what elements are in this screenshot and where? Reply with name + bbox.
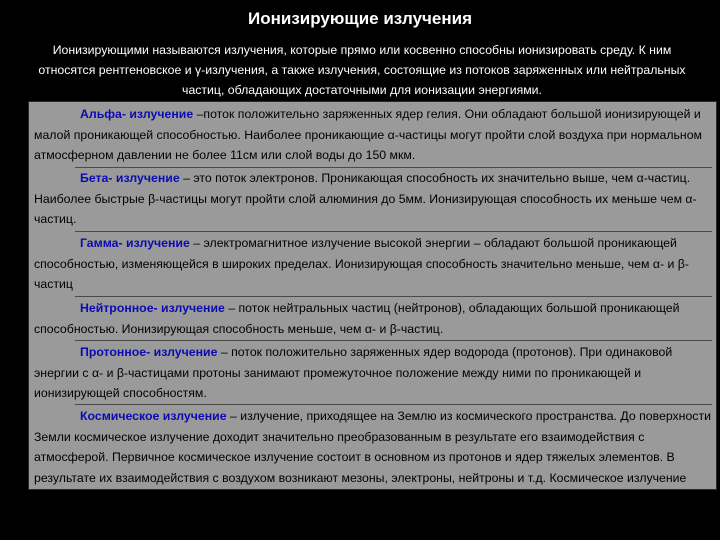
section-text-neutron: – поток нейтральных частиц (нейтронов), обладающих большой проникающей способностью. Ионизирующая способность меньше, чем α- и β-частиц.: [34, 301, 680, 336]
section-alpha: [34, 104, 712, 166]
section-term-alpha: Альфа- излучение: [80, 107, 194, 121]
section-term-gamma: Гамма- излучение: [80, 236, 190, 250]
section-term-beta: Бета- излучение: [80, 171, 180, 185]
section-text-alpha: –поток положительно заряженных ядер гелия. Они обладают большой ионизирующей и малой проникающей способностью. Наиболее проникающие α-частицы могут пройти слой воздуха при нормальном атмосферном давлении не более 11см или слой воды до 150 мкм.: [34, 107, 702, 162]
intro-paragraph: Ионизирующими называются излучения, которые прямо или косвенно способны ионизировать среду. К ним относятся рентгеновское и γ-излучения, а также излучения, состоящие из потоков заряженных или нейтральных частиц, обладающих достаточными для ионизации энергиями.: [38, 43, 686, 97]
section-text-beta: – это поток электронов. Проникающая способность их значительно выше, чем α-частиц. Наиболее быстрые β-частицы могут пройти слой алюминия до 5мм. Ионизирующая способность их меньше чем α-частиц.: [34, 171, 697, 226]
divider: [75, 296, 712, 297]
section-term-cosmic: Космическое излучение: [80, 409, 227, 423]
divider: [75, 340, 712, 341]
section-term-proton: Протонное- излучение: [80, 345, 218, 359]
section-cosmic: [34, 406, 712, 509]
section-text-proton: – поток положительно заряженных ядер водорода (протонов). При одинаковой энергии с α- и β-частицами протоны занимают промежуточное положение между ними по проникающей и ионизирующей способностям.: [34, 345, 673, 400]
section-term-neutron: Нейтронное- излучение: [80, 301, 225, 315]
section-gamma: [34, 233, 712, 295]
section-text-cosmic: – излучение, приходящее на Землю из космического пространства. До поверхности Земли космическое излучение доходит значительно преобразованным в результате его взаимодействия с атмосферой. Первичное космическое излучение состоит в основном из протонов и ядер тяжелых элементов. В результате их взаимодействия с воздухом возникают мезоны, электроны, нейтроны и т.д. Космическое излучение обладает очень большой проникающей способностью.: [34, 409, 711, 505]
section-beta: [34, 168, 712, 230]
section-neutron: [34, 298, 712, 339]
divider: [75, 231, 712, 232]
section-text-gamma: – электромагнитное излучение высокой энергии – обладают большой проникающей способностью, изменяющейся в широких пределах. Ионизирующая способность значительно меньше, чем α- и β-частиц: [34, 236, 689, 291]
section-proton: [34, 342, 712, 404]
page-title: Ионизирующие излучения: [248, 9, 472, 28]
divider: [75, 404, 712, 405]
